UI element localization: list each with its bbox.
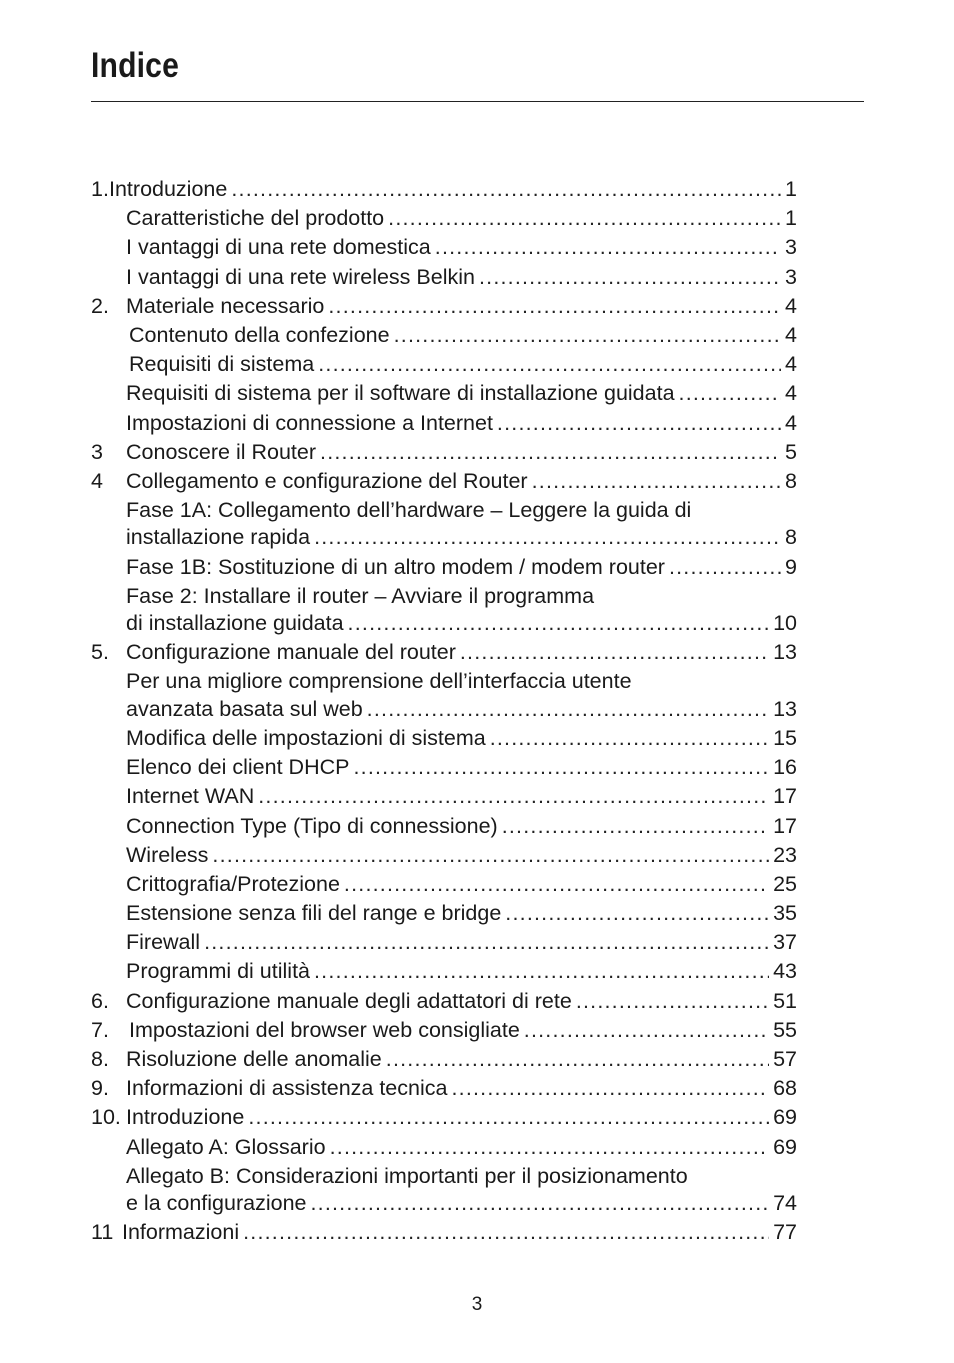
toc-entry-title: Informazioni di assistenza tecnica bbox=[126, 1076, 448, 1101]
toc-entry-page: 16 bbox=[773, 755, 797, 780]
toc-entry-title: Requisiti di sistema per il software di installazione guidata bbox=[126, 381, 675, 406]
toc-entry-page: 55 bbox=[773, 1017, 797, 1042]
toc-entry[interactable] bbox=[91, 496, 797, 553]
toc-entry-page: 17 bbox=[773, 813, 797, 838]
toc-entry-page: 4 bbox=[785, 352, 797, 377]
toc-entry[interactable] bbox=[91, 233, 797, 262]
dot-leader bbox=[394, 321, 781, 350]
toc-entry-page: 69 bbox=[773, 1134, 797, 1159]
toc-entry-page: 4 bbox=[785, 322, 797, 347]
dot-leader bbox=[344, 870, 769, 899]
toc-entry-page: 1 bbox=[785, 206, 797, 231]
dot-leader bbox=[679, 379, 782, 408]
dot-leader bbox=[314, 523, 781, 552]
toc-entry[interactable] bbox=[91, 263, 797, 292]
toc-entry-title: Collegamento e configurazione del Router bbox=[126, 468, 528, 493]
dot-leader bbox=[231, 175, 781, 204]
toc-entry[interactable] bbox=[91, 553, 797, 582]
table-of-contents bbox=[91, 175, 797, 1247]
toc-entry-page: 4 bbox=[785, 293, 797, 318]
toc-entry[interactable] bbox=[91, 987, 797, 1016]
toc-entry-page: 4 bbox=[785, 381, 797, 406]
toc-entry[interactable] bbox=[91, 582, 797, 639]
toc-entry-title-line: Per una migliore comprensione dell’interfaccia utente bbox=[126, 669, 632, 694]
toc-entry[interactable] bbox=[91, 1103, 797, 1132]
toc-entry-title: Internet WAN bbox=[126, 784, 255, 809]
dot-leader bbox=[258, 782, 769, 811]
toc-entry-title-line: Fase 2: Installare il router – Avviare il programma bbox=[126, 583, 595, 608]
dot-leader bbox=[204, 928, 769, 957]
dot-leader bbox=[388, 204, 781, 233]
toc-entry-number: 5. bbox=[91, 640, 109, 665]
toc-entry[interactable] bbox=[91, 724, 797, 753]
toc-entry-page: 10 bbox=[773, 611, 797, 636]
toc-entry-number: 7. bbox=[91, 1017, 109, 1042]
toc-entry-page: 23 bbox=[773, 842, 797, 867]
dot-leader bbox=[669, 553, 781, 582]
toc-entry-page: 74 bbox=[773, 1191, 797, 1216]
toc-entry-page: 9 bbox=[785, 554, 797, 579]
toc-entry-number: 2. bbox=[91, 293, 109, 318]
toc-entry-page: 51 bbox=[773, 988, 797, 1013]
toc-entry-page: 13 bbox=[773, 640, 797, 665]
dot-leader bbox=[314, 957, 769, 986]
toc-entry-title-line: Allegato B: Considerazioni importanti per il posizionamento bbox=[126, 1163, 688, 1188]
dot-leader bbox=[505, 899, 769, 928]
page-number: 3 bbox=[471, 1294, 483, 1315]
toc-entry-title: avanzata basata sul web bbox=[126, 696, 363, 721]
toc-entry-page: 37 bbox=[773, 930, 797, 955]
dot-leader bbox=[435, 233, 781, 262]
toc-entry[interactable] bbox=[91, 204, 797, 233]
toc-entry-page: 57 bbox=[773, 1047, 797, 1071]
toc-entry-title: Impostazioni del browser web consigliate bbox=[129, 1017, 520, 1042]
toc-entry[interactable] bbox=[91, 292, 797, 321]
dot-leader bbox=[386, 1045, 769, 1074]
toc-entry-title: Informazioni bbox=[122, 1220, 240, 1245]
toc-entry-title: Crittografia/Protezione bbox=[126, 871, 340, 896]
toc-entry[interactable] bbox=[91, 870, 797, 899]
dot-leader bbox=[328, 292, 781, 321]
dot-leader bbox=[576, 987, 769, 1016]
dot-leader bbox=[310, 1189, 769, 1218]
toc-entry[interactable] bbox=[91, 1133, 797, 1162]
dot-leader bbox=[532, 467, 781, 496]
dot-leader bbox=[348, 609, 770, 638]
dot-leader bbox=[502, 812, 769, 841]
toc-entry[interactable] bbox=[91, 957, 797, 986]
toc-entry-title: Modifica delle impostazioni di sistema bbox=[126, 725, 486, 750]
toc-entry[interactable] bbox=[91, 379, 797, 408]
toc-entry[interactable] bbox=[91, 782, 797, 811]
toc-entry-page: 3 bbox=[785, 235, 797, 260]
toc-entry[interactable] bbox=[91, 321, 797, 350]
toc-entry[interactable] bbox=[91, 1074, 797, 1103]
toc-entry[interactable] bbox=[91, 753, 797, 782]
toc-entry-number: 4 bbox=[91, 468, 103, 493]
toc-entry[interactable] bbox=[91, 667, 797, 724]
toc-entry-title: Fase 1B: Sostituzione di un altro modem / modem router bbox=[126, 554, 665, 579]
dot-leader bbox=[248, 1103, 769, 1132]
toc-entry[interactable] bbox=[91, 1016, 797, 1045]
dot-leader bbox=[330, 1133, 769, 1162]
toc-entry-title: I vantaggi di una rete wireless Belkin bbox=[126, 264, 475, 289]
toc-entry-title: Requisiti di sistema bbox=[129, 352, 315, 377]
toc-entry-title: Elenco dei client DHCP bbox=[126, 755, 350, 780]
dot-leader bbox=[460, 638, 769, 667]
toc-entry-page: 35 bbox=[773, 901, 797, 926]
toc-entry-page: 13 bbox=[773, 696, 797, 721]
dot-leader bbox=[320, 438, 781, 467]
toc-entry-page: 1 bbox=[785, 177, 797, 201]
toc-entry-page: 17 bbox=[773, 784, 797, 809]
toc-entry-number: 9. bbox=[91, 1076, 109, 1101]
toc-entry-number: 3 bbox=[91, 439, 103, 464]
toc-entry-page: 43 bbox=[773, 959, 797, 984]
toc-entry-number: 8. bbox=[91, 1047, 109, 1071]
toc-entry-title: Materiale necessario bbox=[126, 293, 325, 318]
toc-entry-page: 5 bbox=[785, 439, 797, 464]
toc-entry[interactable] bbox=[91, 1162, 797, 1219]
toc-entry-title: Contenuto della confezione bbox=[129, 322, 390, 347]
toc-entry-title: Introduzione bbox=[126, 1105, 245, 1130]
toc-entry-page: 4 bbox=[785, 410, 797, 435]
toc-entry[interactable] bbox=[91, 1045, 797, 1074]
toc-entry-title: Risoluzione delle anomalie bbox=[126, 1047, 382, 1071]
toc-entry[interactable] bbox=[91, 638, 797, 667]
toc-entry-page: 69 bbox=[773, 1105, 797, 1130]
toc-entry[interactable] bbox=[91, 467, 797, 496]
dot-leader bbox=[318, 350, 781, 379]
dot-leader bbox=[367, 695, 769, 724]
toc-entry-page: 8 bbox=[785, 525, 797, 550]
toc-entry-page: 77 bbox=[773, 1220, 797, 1245]
dot-leader bbox=[451, 1074, 769, 1103]
toc-entry-title: Caratteristiche del prodotto bbox=[126, 206, 385, 231]
toc-entry[interactable] bbox=[91, 175, 797, 204]
toc-entry-number: 1. bbox=[91, 177, 109, 201]
toc-entry-title: Configurazione manuale degli adattatori di rete bbox=[126, 988, 572, 1013]
toc-entry[interactable] bbox=[91, 899, 797, 928]
dot-leader bbox=[479, 263, 781, 292]
toc-entry-number: 6. bbox=[91, 988, 109, 1013]
toc-entry-title: Introduzione bbox=[109, 177, 228, 201]
toc-entry[interactable] bbox=[91, 841, 797, 870]
toc-entry-page: 3 bbox=[785, 264, 797, 289]
toc-entry-title: Conoscere il Router bbox=[126, 439, 317, 464]
page-title: Indice bbox=[91, 46, 180, 85]
toc-entry-title: Configurazione manuale del router bbox=[126, 640, 456, 665]
toc-entry-title: Impostazioni di connessione a Internet bbox=[126, 410, 493, 435]
toc-entry[interactable] bbox=[91, 1218, 797, 1247]
toc-entry-page: 68 bbox=[773, 1076, 797, 1101]
toc-entry[interactable] bbox=[91, 812, 797, 841]
toc-entry-title: Firewall bbox=[126, 930, 201, 955]
toc-entry-title: installazione rapida bbox=[126, 525, 311, 550]
toc-entry-title: I vantaggi di una rete domestica bbox=[126, 235, 431, 260]
toc-entry-number: 11 bbox=[91, 1220, 114, 1245]
dot-leader bbox=[212, 841, 769, 870]
toc-entry[interactable] bbox=[91, 928, 797, 957]
toc-entry-title-line: Fase 1A: Collegamento dell’hardware – Leggere la guida di bbox=[126, 498, 692, 523]
toc-entry-number: 10. bbox=[91, 1105, 121, 1130]
title-divider bbox=[91, 101, 864, 102]
toc-entry-title: di installazione guidata bbox=[126, 611, 344, 636]
dot-leader bbox=[524, 1016, 769, 1045]
toc-entry-title: Allegato A: Glossario bbox=[126, 1134, 326, 1159]
toc-entry-title: Wireless bbox=[126, 842, 209, 867]
dot-leader bbox=[490, 724, 769, 753]
toc-entry-page: 25 bbox=[773, 871, 797, 896]
toc-entry-page: 8 bbox=[785, 468, 797, 493]
dot-leader bbox=[243, 1218, 769, 1247]
toc-entry-title: Programmi di utilità bbox=[126, 959, 310, 984]
toc-entry-title: Estensione senza fili del range e bridge bbox=[126, 901, 502, 926]
dot-leader bbox=[497, 409, 781, 438]
toc-entry[interactable] bbox=[91, 438, 797, 467]
dot-leader bbox=[353, 753, 769, 782]
toc-entry[interactable] bbox=[91, 409, 797, 438]
toc-entry-title: e la configurazione bbox=[126, 1191, 307, 1216]
toc-entry[interactable] bbox=[91, 350, 797, 379]
toc-entry-title: Connection Type (Tipo di connessione) bbox=[126, 813, 498, 838]
toc-entry-page: 15 bbox=[773, 725, 797, 750]
